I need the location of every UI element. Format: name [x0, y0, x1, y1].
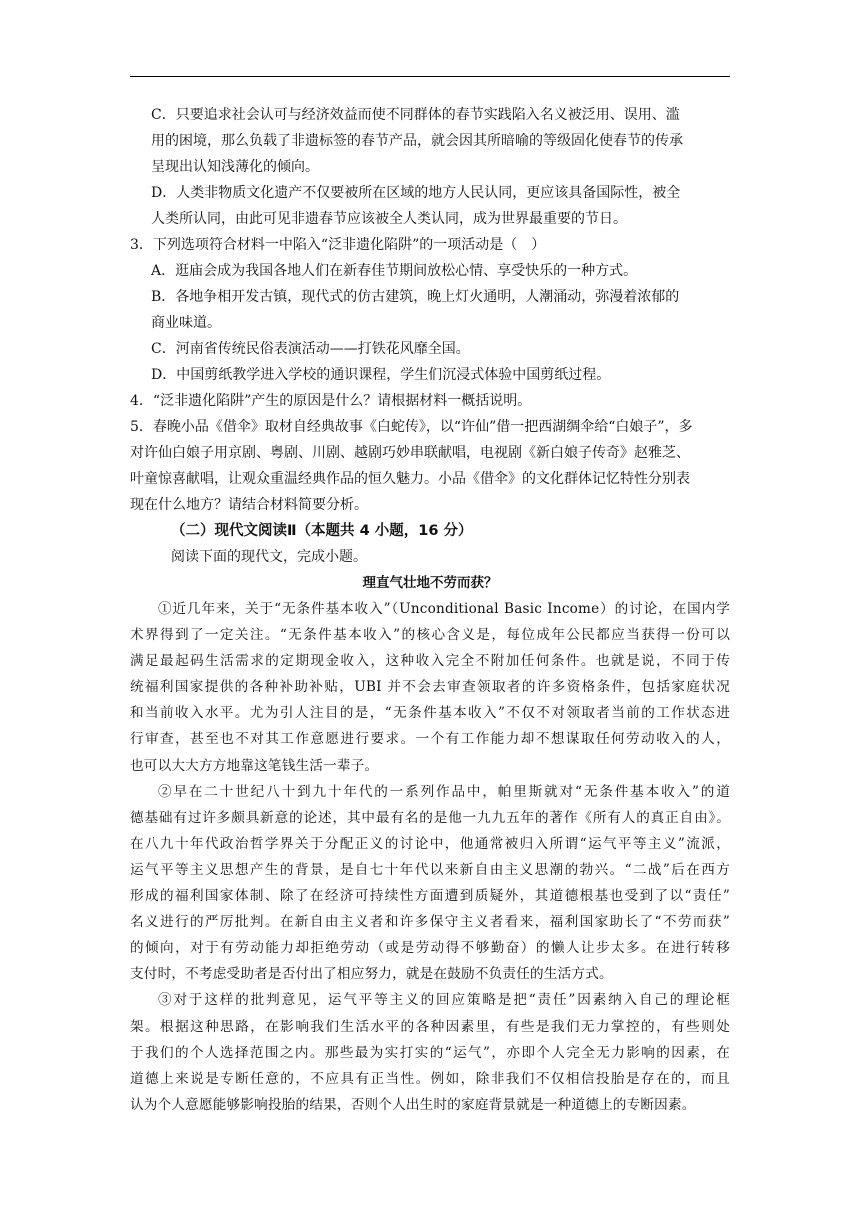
text-line: ②早在二十世纪八十到九十年代的一系列作品中，帕里斯就对“无条件基本收入”的道: [158, 783, 730, 800]
question-4: [130, 388, 730, 414]
article-title: 理直气壮地不劳而获？: [362, 575, 498, 591]
option-d: D．中国剪纸教学进入学校的通识课程，学生们沉浸式体验中国剪纸过程。: [151, 367, 611, 383]
question-stem-continued: 对许仙白娘子用京剧、粤剧、川剧、越剧巧妙串联献唱，电视剧《新白娘子传奇》赵雅芝、: [130, 445, 690, 461]
article-paragraph-3: [130, 987, 730, 1117]
question-stem: 3．下列选项符合材料一中陷入“泛非遗化陷阱”的一项活动是（ ）: [130, 237, 546, 253]
text-line: 架。根据这种思路，在影响我们生活水平的各种因素里，有些是我们无力掌控的，有些则处: [130, 1018, 730, 1035]
text-line: 道德上来说是专断任意的，不应具有正当性。例如，除非我们不仅相信投胎是存在的，而且: [130, 1070, 730, 1087]
page-content: [130, 102, 730, 1118]
option-b-continued: 商业味道。: [151, 315, 221, 331]
text-line: 形成的福利国家体制、除了在经济可持续性方面遭到质疑外，其道德根基也受到了以“责任”: [130, 888, 730, 905]
text-line: 认为个人意愿能够影响投胎的结果，否则个人出生时的家庭背景就是一种道德上的专断因素。: [130, 1096, 696, 1113]
text-line: 用的困境，那么负载了非遗标签的春节产品，就会因其所暗喻的等级固化使春节的传承: [151, 133, 683, 149]
text-line: D．人类非物质文化遗产不仅要被所在区域的地方人民认同，更应该具备国际性，被全: [151, 185, 681, 201]
option-b: B．各地争相开发古镇，现代式的仿古建筑，晚上灯火通明，人潮涌动，弥漫着浓郁的: [151, 289, 680, 305]
question-stem: 4．“泛非遗化陷阱”产生的原因是什么？请根据材料一概括说明。: [130, 393, 532, 409]
text-line: 行审查，甚至也不对其工作意愿进行要求。一个有工作能力却不想谋取任何劳动收入的人，: [130, 731, 730, 748]
option-a: A．逛庙会成为我国各地人们在新春佳节期间放松心情、享受快乐的一种方式。: [151, 263, 638, 279]
text-line: 和当前收入水平。尤为引人注目的是，“无条件基本收入”不仅不对领取者当前的工作状态进: [130, 705, 730, 722]
text-line: ③对于这样的批判意见，运气平等主义的回应策略是把“责任”因素纳入自己的理论框: [158, 992, 730, 1009]
text-line: 满足最起码生活需求的定期现金收入，这种收入完全不附加任何条件。也就是说，不同于传: [130, 653, 730, 670]
question-3: [130, 232, 730, 388]
text-line: 在八九十年代政治哲学界关于分配正义的讨论中，他通常被归入所谓“运气平等主义”流派，: [130, 835, 730, 852]
text-line: 也可以大大方方地靠这笔钱生活一辈子。: [130, 757, 379, 774]
article-paragraph-1: [130, 596, 730, 779]
section-instruction: 阅读下面的现代文，完成小题。: [171, 549, 367, 565]
text-line: C．只要追求社会认可与经济效益而使不同群体的春节实践陷入名义被泛用、误用、滥: [151, 107, 680, 123]
prev-option-c: [130, 102, 730, 180]
prev-option-d: [130, 180, 730, 232]
text-line: 呈现出认知浅薄化的倾向。: [151, 159, 319, 175]
text-line: 人类所认同，由此可见非遗春节应该被全人类认同，成为世界最重要的节日。: [151, 211, 627, 227]
text-line: 名义进行的严厉批判。在新自由主义者和许多保守主义者看来，福利国家助长了“不劳而获”: [130, 914, 730, 931]
article-paragraph-2: [130, 779, 730, 988]
text-line: 运气平等主义思想产生的背景，是自七十年代以来新自由主义思潮的勃兴。“二战”后在西方: [130, 861, 730, 878]
text-line: 的倾向，对于有劳动能力却拒绝劳动（或是劳动得不够勤奋）的懒人让步太多。在进行转移: [130, 940, 730, 957]
header-rule: [130, 76, 730, 77]
question-stem-continued: 叶童惊喜献唱，让观众重温经典作品的恒久魅力。小品《借伞》的文化群体记忆特性分别表: [130, 471, 690, 487]
option-c: C．河南省传统民俗表演活动——打铁花风靡全国。: [151, 341, 470, 357]
question-stem-continued: 现在什么地方？请结合材料简要分析。: [130, 497, 368, 513]
text-line: 统福利国家提供的各种补助补贴，UBI 并不会去审查领取者的许多资格条件，包括家庭状况: [130, 679, 730, 696]
text-line: 术界得到了一定关注。“无条件基本收入”的核心含义是，每位成年公民都应当获得一份可以: [130, 627, 730, 644]
text-line: 于我们的个人选择范围之内。那些最为实打实的“运气”，亦即个人完全无力影响的因素，在: [130, 1044, 730, 1061]
question-stem: 5．春晚小品《借伞》取材自经典故事《白蛇传》，以“许仙”借一把西湖绸伞给“白娘子”，多: [130, 419, 693, 435]
text-line: 支付时，不考虑受助者是否付出了相应努力，就是在鼓励不负责任的生活方式。: [130, 966, 613, 983]
text-line: 德基础有过许多颇具新意的论述，其中最有名的是他一九九五年的著作《所有人的真正自由》。: [130, 809, 730, 826]
section-title: （二）现代文阅读Ⅱ（本题共 4 小题，16 分）: [171, 523, 473, 539]
question-5: [130, 414, 730, 518]
text-line: ①近几年来，关于“无条件基本收入”（Unconditional Basic Income）的讨论，在国内学: [158, 601, 730, 617]
